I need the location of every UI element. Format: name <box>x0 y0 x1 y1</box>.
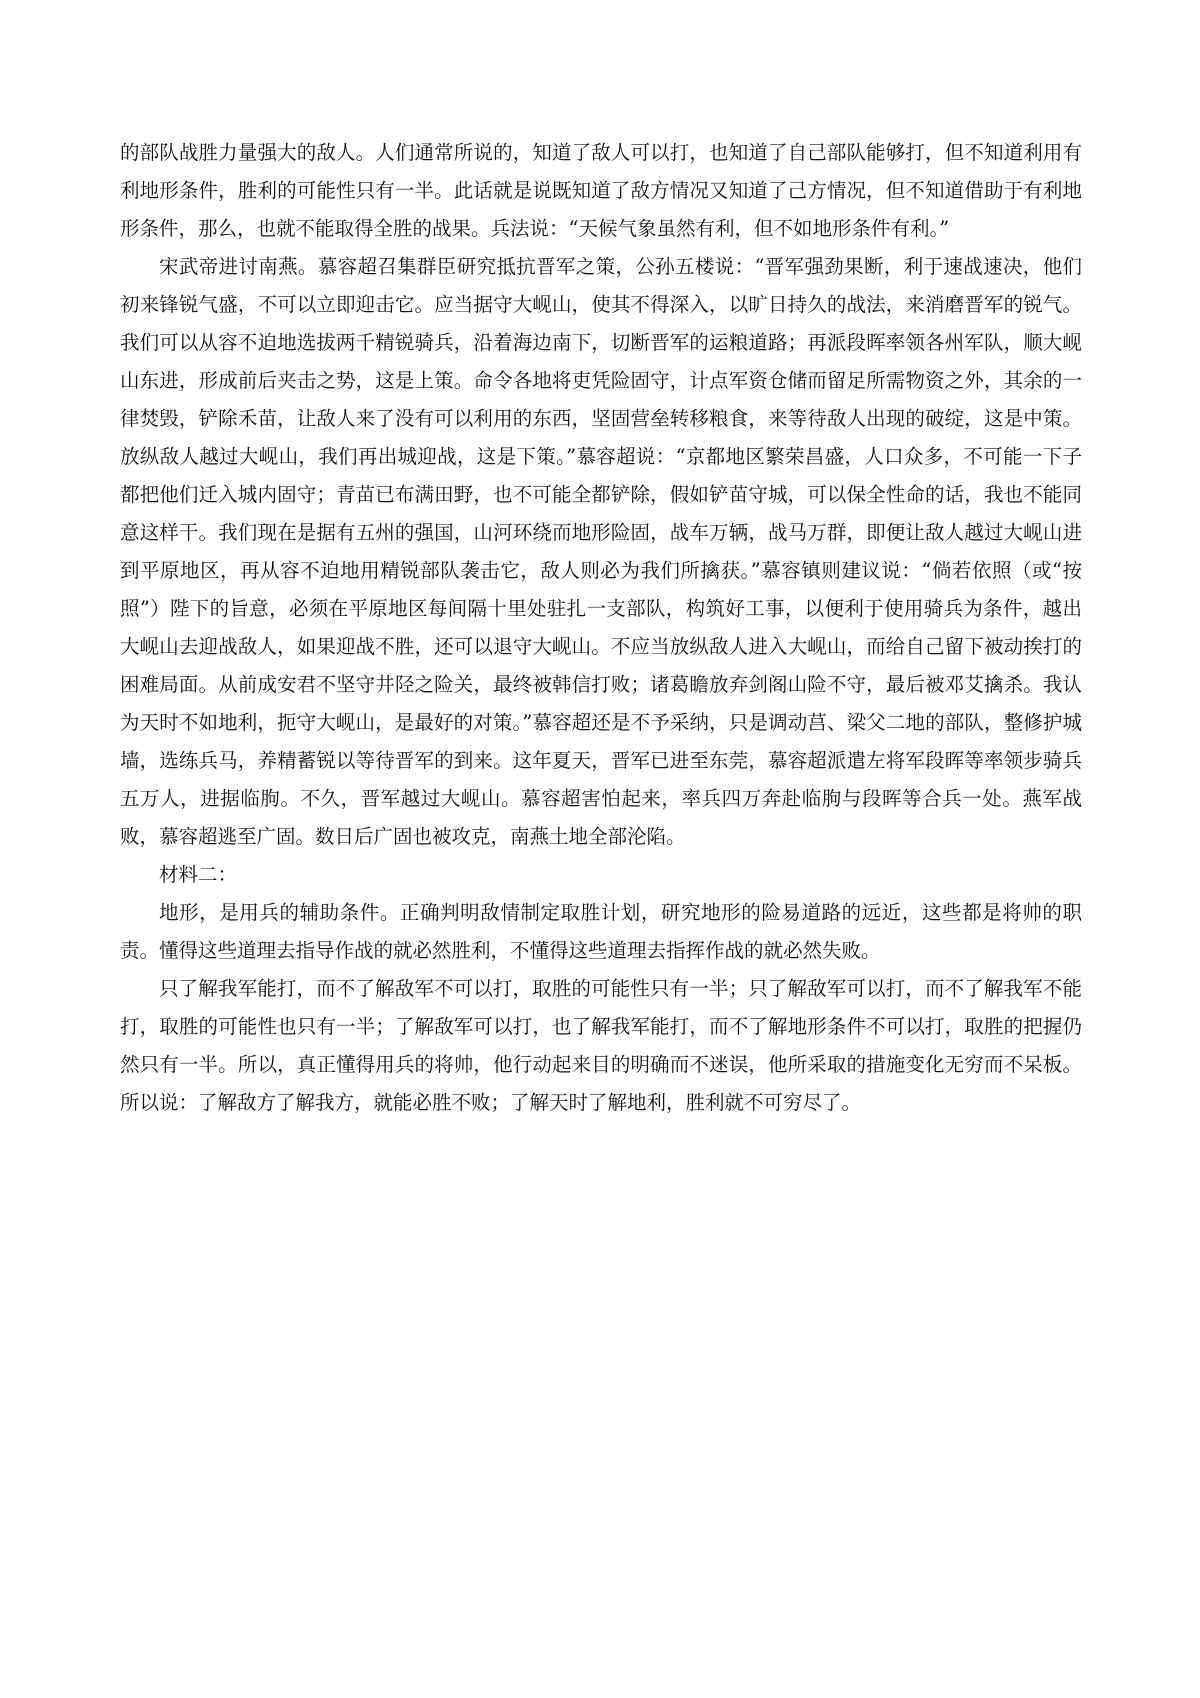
paragraph-3: 地形，是用兵的辅助条件。正确判明敌情制定取胜计划，研究地形的险易道路的远近，这些都是将帅的职责。懂得这些道理去指导作战的就必然胜利，不懂得这些道理去指挥作战的就必然失败。 <box>120 901 1082 962</box>
material-two-heading: 材料二： <box>159 863 238 886</box>
paragraph-1: 的部队战胜力量强大的敌人。人们通常所说的，知道了敌人可以打，也知道了自己部队能够打，但不知道利用有利地形条件，胜利的可能性只有一半。此话就是说既知道了敌方情况又知道了己方情况，但不知道借助于有利地形条件，那么，也就不能取得全胜的战果。兵法说：“天候气象虽然有利，但不如地形条件有利。” <box>120 141 1082 240</box>
document-body <box>120 134 1082 1122</box>
paragraph-2: 宋武帝进讨南燕。慕容超召集群臣研究抵抗晋军之策，公孙五楼说：“晋军强劲果断，利于速战速决，他们初来锋锐气盛，不可以立即迎击它。应当据守大岘山，使其不得深入，以旷日持久的战法，来消磨晋军的锐气。我们可以从容不迫地选拔两千精锐骑兵，沿着海边南下，切断晋军的运粮道路；再派段晖率领各州军队，顺大岘山东进，形成前后夹击之势，这是上策。命令各地将吏凭险固守，计点军资仓储而留足所需物资之外，其余的一律焚毁，铲除禾苗，让敌人来了没有可以利用的东西，坚固营垒转移粮食，来等待敌人出现的破绽，这是中策。放纵敌人越过大岘山，我们再出城迎战，这是下策。”慕容超说：“京都地区繁荣昌盛，人口众多，不可能一下子都把他们迁入城内固守；青苗已布满田野，也不可能全都铲除，假如铲苗守城，可以保全性命的话，我也不能同意这样干。我们现在是据有五州的强国，山河环绕而地形险固，战车万辆，战马万群，即便让敌人越过大岘山进到平原地区，再从容不迫地用精锐部队袭击它，敌人则必为我们所擒获。”慕容镇则建议说：“倘若依照（或“按照”）陛下的旨意，必须在平原地区每间隔十里处驻扎一支部队，构筑好工事，以便利于使用骑兵为条件，越出大岘山去迎战敌人，如果迎战不胜，还可以退守大岘山。不应当放纵敌人进入大岘山，而给自己留下被动挨打的困难局面。从前成安君不坚守井陉之险关，最终被韩信打败；诸葛瞻放弃剑阁山险不守，最后被邓艾擒杀。我认为天时不如地利，扼守大岘山，是最好的对策。”慕容超还是不予采纳，只是调动莒、梁父二地的部队，整修护城墙，选练兵马，养精蓄锐以等待晋军的到来。这年夏天，晋军已进至东莞，慕容超派遣左将军段晖等率领步骑兵五万人，进据临朐。不久，晋军越过大岘山。慕容超害怕起来，率兵四万奔赴临朐与段晖等合兵一处。燕军战败，慕容超逃至广固。数日后广固也被攻克，南燕土地全部沦陷。 <box>120 255 1082 848</box>
paragraph-4: 只了解我军能打，而不了解敌军不可以打，取胜的可能性只有一半；只了解敌军可以打，而不了解我军不能打，取胜的可能性也只有一半；了解敌军可以打，也了解我军能打，而不了解地形条件不可以打，取胜的把握仍然只有一半。所以，真正懂得用兵的将帅，他行动起来目的明确而不迷误，他所采取的措施变化无穷而不呆板。所以说：了解敌方了解我方，就能必胜不败；了解天时了解地利，胜利就不可穷尽了。 <box>120 977 1082 1114</box>
